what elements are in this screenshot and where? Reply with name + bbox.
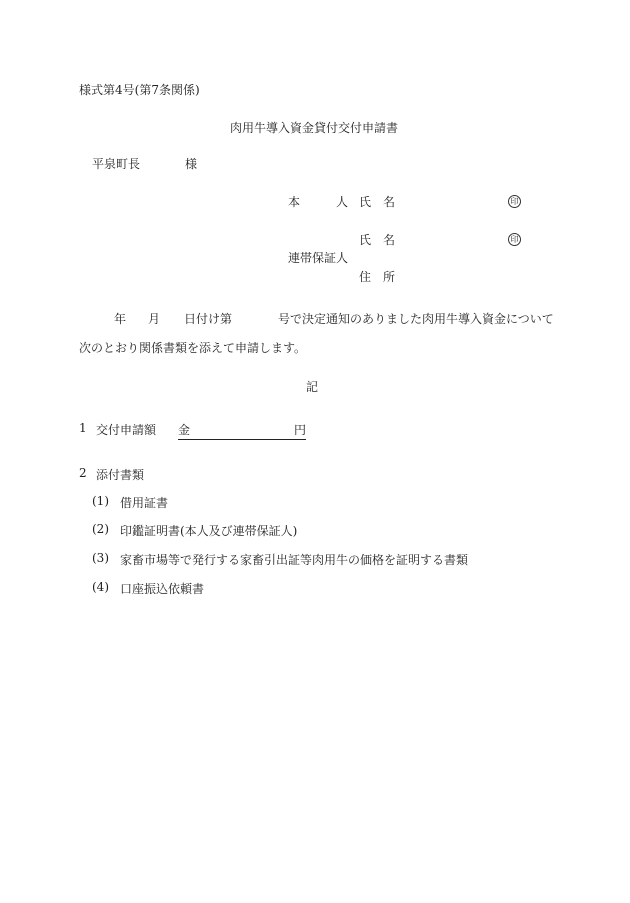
address-label: 住 所 bbox=[359, 270, 396, 284]
seal-mark-guarantor bbox=[508, 231, 521, 246]
doc-text: 印鑑証明書(本人及び連帯保証人) bbox=[120, 524, 298, 538]
seal-mark bbox=[508, 193, 521, 208]
doc-text: 借用証書 bbox=[120, 496, 169, 510]
seal-icon: 印 bbox=[508, 195, 521, 208]
amount-prefix: 金 bbox=[178, 423, 191, 437]
applicant-self-label: 本 人 bbox=[288, 195, 349, 209]
addressee-honorific: 様 bbox=[185, 157, 198, 171]
ki-heading: 記 bbox=[306, 380, 319, 394]
amount-field bbox=[178, 421, 306, 440]
item1-label: 交付申請額 bbox=[96, 423, 157, 437]
item2-label: 添付書類 bbox=[96, 468, 145, 482]
amount-suffix: 円 bbox=[293, 423, 306, 437]
doc-number: (3) bbox=[92, 551, 109, 565]
doc-text: 口座振込依頼書 bbox=[120, 582, 205, 596]
item2-number: 2 bbox=[79, 466, 87, 480]
addressee-name: 平泉町長 bbox=[92, 157, 141, 171]
item1-number: 1 bbox=[79, 421, 87, 435]
doc-number: (2) bbox=[92, 522, 109, 536]
doc-number: (4) bbox=[92, 580, 109, 594]
applicant-name-label: 氏 名 bbox=[359, 195, 396, 209]
body-month: 月 bbox=[148, 312, 161, 326]
body-year: 年 bbox=[114, 312, 127, 326]
doc-text: 家畜市場等で発行する家畜引出証等肉用牛の価格を証明する書類 bbox=[120, 553, 469, 567]
guarantor-name-label: 氏 名 bbox=[359, 233, 396, 247]
guarantor-label: 連帯保証人 bbox=[288, 251, 349, 265]
doc-number: (1) bbox=[92, 494, 109, 508]
body-day-number: 日付け第 bbox=[184, 312, 233, 326]
form-number: 様式第4号(第7条関係) bbox=[79, 83, 200, 97]
body-line2: 次のとおり関係書類を添えて申請します。 bbox=[79, 341, 307, 355]
document-title: 肉用牛導入資金貸付交付申請書 bbox=[230, 121, 399, 135]
body-line1-rest: 号で決定通知のありました肉用牛導入資金について bbox=[278, 312, 554, 326]
seal-icon: 印 bbox=[508, 233, 521, 246]
